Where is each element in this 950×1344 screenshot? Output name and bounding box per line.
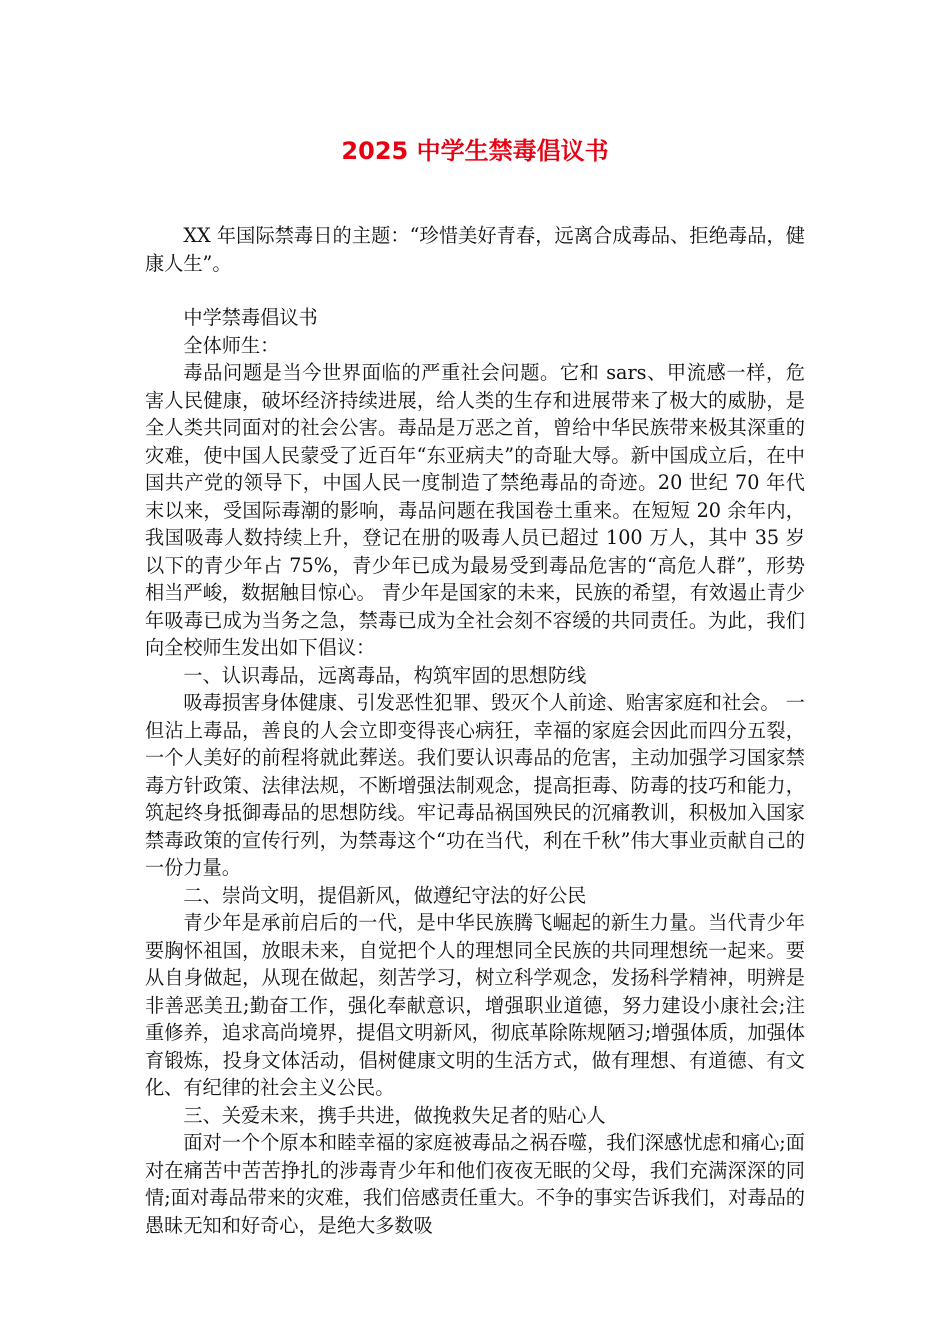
document-title: 2025 中学生禁毒倡议书	[341, 137, 609, 165]
body-paragraph: 面对一个个原本和睦幸福的家庭被毒品之祸吞噬，我们深感忧虑和痛心;面对在痛苦中苦苦挣扎的涉毒青少年和他们夜夜无眠的父母，我们充满深深的同情;面对毒品带来的灾难，我们倍感责任重大。不争的事实告诉我们，对毒品的愚昧无知和好奇心，是绝大多数吸	[145, 1131, 805, 1237]
body-paragraph: 青少年是承前启后的一代，是中华民族腾飞崛起的新生力量。当代青少年要胸怀祖国，放眼未来，自觉把个人的理想同全民族的共同理想统一起来。要从自身做起，从现在做起，刻苦学习，树立科学观念，发扬科学精神，明辨是非善恶美丑;勤奋工作，强化奉献意识，增强职业道德，努力建设小康社会;注重修养，追求高尚境界，提倡文明新风，彻底革除陈规陋习;增强体质，加强体育锻炼，投身文体活动，倡树健康文明的生活方式，做有理想、有道德、有文化、有纪律的社会主义公民。	[145, 911, 805, 1099]
body-paragraph: 吸毒损害身体健康、引发恶性犯罪、毁灭个人前途、贻害家庭和社会。 一但沾上毒品，善良的人会立即变得丧心病狂，幸福的家庭会因此而四分五裂，一个人美好的前程将就此葬送。我们要认识毒品的危害，主动加强学习国家禁毒方针政策、法律法规，不断增强法制观念，提高拒毒、防毒的技巧和能力，筑起终身抵御毒品的思想防线。牢记毒品祸国殃民的沉痛教训，积极加入国家禁毒政策的宣传行列，为禁毒这个“功在当代，利在千秋”伟大事业贡献自己的一份力量。	[145, 691, 805, 879]
salutation: 全体师生：	[183, 333, 280, 357]
body-paragraph: 毒品问题是当今世界面临的严重社会问题。它和 sars、甲流感一样，危害人民健康，破坏经济持续进展，给人类的生存和进展带来了极大的威胁，是全人类共同面对的社会公害。毒品是万恶之首，曾给中华民族带来极其深重的灾难，使中国人民蒙受了近百年“东亚病夫”的奇耻大辱。新中国成立后，在中国共产党的领导下，中国人民一度制造了禁绝毒品的奇迹。20 世纪 70 年代末以来，受国际毒潮的影响，毒品问题在我国卷土重来。在短短 20 余年内，我国吸毒人数持续上升，登记在册的吸毒人员已超过 100 万人，其中 35 岁以下的青少年占 75%，青少年已成为最易受到毒品危害的“高危人群”，形势相当严峻，数据触目惊心。 青少年是国家的未来，民族的希望，有效遏止青少年吸毒已成为当务之急，禁毒已成为全社会刻不容缓的共同责任。为此，我们向全校师生发出如下倡议：	[145, 361, 805, 659]
point-heading-1: 一、认识毒品，远离毒品，构筑牢固的思想防线	[183, 663, 587, 687]
point-heading-3: 三、关爱未来，携手共进，做挽救失足者的贴心人	[183, 1103, 606, 1127]
document-body	[145, 222, 805, 1239]
section-heading: 中学禁毒倡议书	[183, 306, 318, 329]
theme-paragraph: XX 年国际禁毒日的主题：“珍惜美好青春，远离合成毒品、拒绝毒品，健康人生”。	[145, 224, 805, 275]
point-heading-2: 二、崇尚文明，提倡新风，做遵纪守法的好公民	[183, 883, 587, 907]
